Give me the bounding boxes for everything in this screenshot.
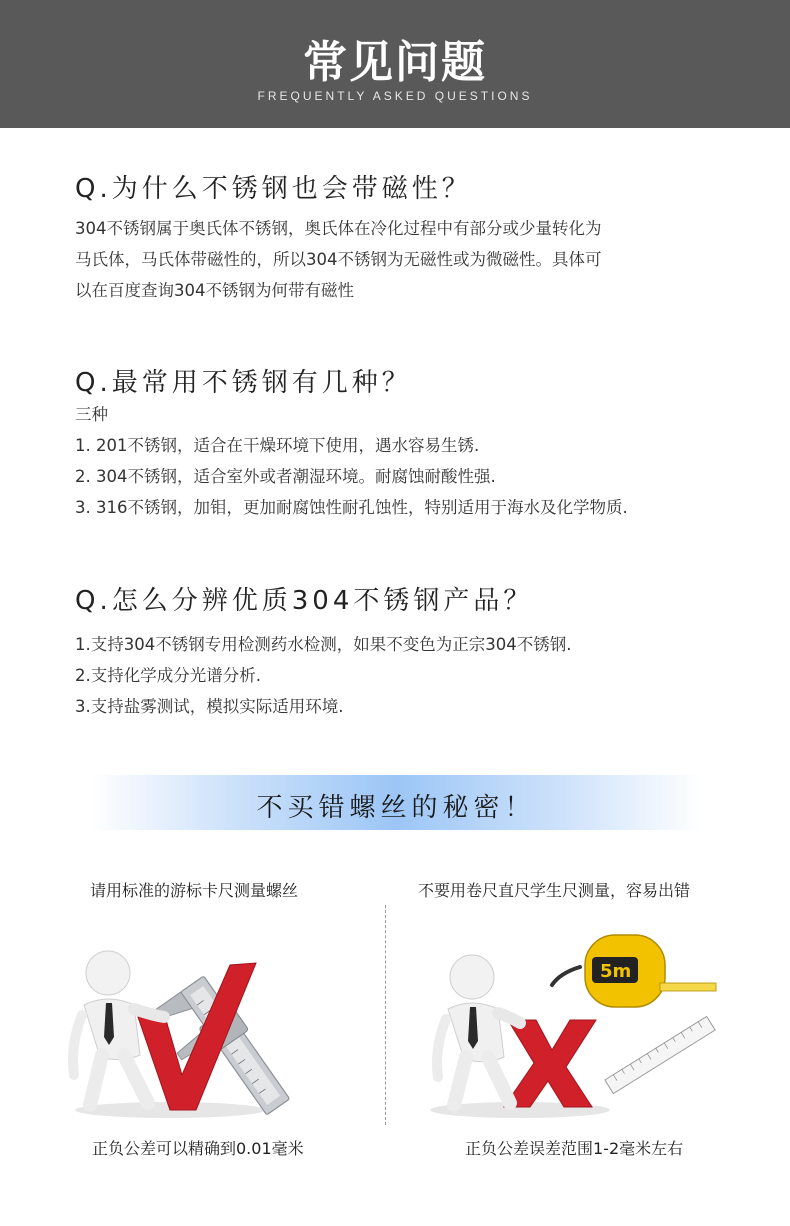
faq-answer: [75, 213, 755, 306]
page-header: [0, 0, 790, 128]
faq-answer: [75, 399, 755, 523]
faq-item: [75, 580, 755, 722]
right-caption-top: 不要用卷尺直尺学生尺测量，容易出错: [418, 881, 691, 900]
section-banner: [90, 775, 702, 830]
answer-line: 2. 304不锈钢，适合室外或者潮湿环境。耐腐蚀耐酸性强.: [75, 467, 496, 486]
page-subtitle: FREQUENTLY ASKED QUESTIONS: [257, 89, 533, 103]
ruler-icon: [605, 1016, 715, 1093]
answer-line: 304不锈钢属于奥氏体不锈钢，奥氏体在冷化过程中有部分或少量转化为: [75, 219, 602, 238]
column-divider: [385, 905, 386, 1125]
faq-item: [75, 362, 755, 523]
answer-line: 2.支持化学成分光谱分析.: [75, 666, 261, 685]
person-figure-icon: [437, 955, 520, 1105]
tape-measure-illustration: [420, 905, 730, 1125]
tape-measure-icon: [552, 935, 716, 1007]
faq-question: Q.怎么分辨优质304不锈钢产品？: [75, 586, 534, 616]
faq-answer: [75, 629, 755, 722]
answer-line: 3.支持盐雾测试，模拟实际适用环境.: [75, 697, 344, 716]
answer-line: 1.支持304不锈钢专用检测药水检测，如果不变色为正宗304不锈钢.: [75, 635, 572, 654]
faq-question: Q.为什么不锈钢也会带磁性？: [75, 174, 472, 204]
cross-mark-icon: [504, 1020, 596, 1107]
right-caption-bottom: 正负公差误差范围1-2毫米左右: [465, 1139, 684, 1158]
answer-line: 1. 201不锈钢，适合在干燥环境下使用，遇水容易生锈.: [75, 436, 480, 455]
tape-label: 5m: [600, 961, 632, 982]
answer-line: 3. 316不锈钢，加钼，更加耐腐蚀性耐孔蚀性，特别适用于海水及化学物质.: [75, 498, 628, 517]
left-caption-top: 请用标准的游标卡尺测量螺丝: [90, 881, 299, 900]
answer-line: 马氏体，马氏体带磁性的，所以304不锈钢为无磁性或为微磁性。具体可: [75, 250, 602, 269]
answer-line: 三种: [75, 405, 108, 424]
banner-title: 不买错螺丝的秘密！: [256, 793, 536, 823]
page-title: 常见问题: [303, 37, 487, 88]
left-caption-bottom: 正负公差可以精确到0.01毫米: [92, 1139, 304, 1158]
faq-item: [75, 168, 755, 306]
caliper-illustration: [60, 905, 360, 1125]
faq-question: Q.最常用不锈钢有几种？: [75, 368, 412, 398]
answer-line: 以在百度查询304不锈钢为何带有磁性: [75, 281, 354, 300]
